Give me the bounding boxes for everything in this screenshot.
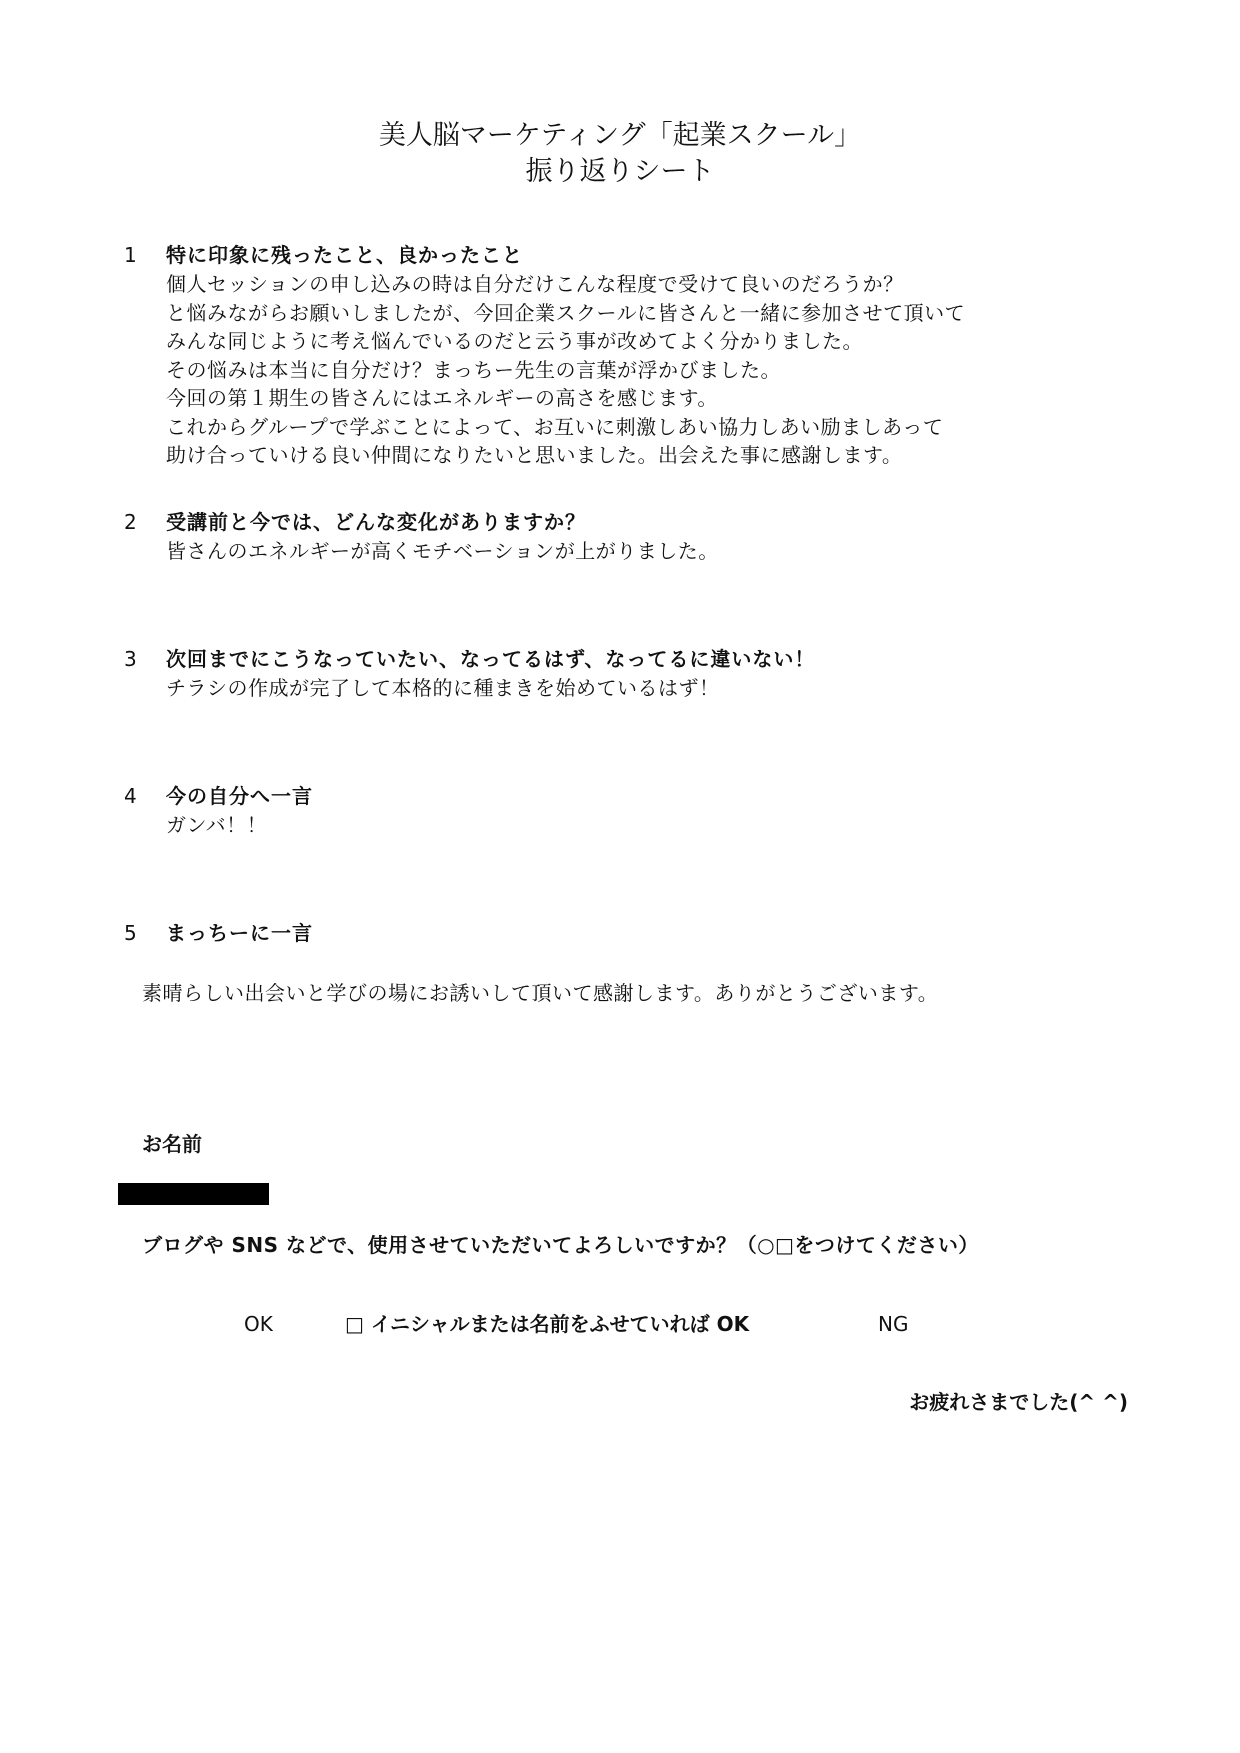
question-5-number: 5 xyxy=(124,921,137,945)
consent-question: ブログや SNS などで、使用させていただいてよろしいですか？（○□をつけてください） xyxy=(142,1233,979,1257)
answer-line: 素晴らしい出会いと学びの場にお誘いして頂いて感謝します。ありがとうございます。 xyxy=(142,981,939,1005)
consent-option-ok[interactable]: OK xyxy=(244,1312,273,1336)
question-3-answer xyxy=(166,674,720,703)
question-2-answer xyxy=(166,537,719,566)
question-5-label: まっちーに一言 xyxy=(166,921,313,945)
redacted-name-bar xyxy=(118,1183,269,1205)
answer-line: これからグループで学ぶことによって、お互いに刺激しあい協力しあい励ましあって xyxy=(166,414,944,439)
answer-line: 個人セッションの申し込みの時は自分だけこんな程度で受けて良いのだろうか？ xyxy=(166,272,904,296)
answer-line: その悩みは本当に自分だけ？まっちー先生の言葉が浮かびました。 xyxy=(166,357,781,382)
question-2-number: 2 xyxy=(124,510,137,534)
answer-line: ガンバ！！ xyxy=(166,813,268,837)
answer-line: 助け合っていける良い仲間になりたいと思いました。出会えた事に感謝します。 xyxy=(166,443,903,467)
question-1-answer xyxy=(166,270,965,470)
answer-line: 皆さんのエネルギーが高くモチベーションが上がりました。 xyxy=(166,539,719,563)
question-3-number: 3 xyxy=(124,647,137,671)
consent-option-initial[interactable]: □ イニシャルまたは名前をふせていれば OK xyxy=(345,1312,750,1336)
answer-line: みんな同じように考え悩んでいるのだと云う事が改めてよく分かりました。 xyxy=(166,329,863,353)
question-4-number: 4 xyxy=(124,784,137,808)
answer-line: チラシの作成が完了して本格的に種まきを始めているはず！ xyxy=(166,676,720,700)
document-subtitle: 振り返りシート xyxy=(525,156,715,187)
closing-message: お疲れさまでした(^ ^) xyxy=(909,1390,1128,1414)
consent-option-ng[interactable]: NG xyxy=(878,1312,909,1336)
question-2-label: 受講前と今では、どんな変化がありますか？ xyxy=(166,510,586,534)
answer-line: 今回の第１期生の皆さんにはエネルギーの高さを感じます。 xyxy=(166,386,718,410)
question-4-answer xyxy=(166,811,267,840)
question-5-answer xyxy=(142,979,938,1007)
document-title: 美人脳マーケティング「起業スクール」 xyxy=(378,120,862,151)
answer-line: と悩みながらお願いしましたが、今回企業スクールに皆さんと一緒に参加させて頂いて xyxy=(166,300,966,325)
question-3-label: 次回までにこうなっていたい、なってるはず、なってるに違いない！ xyxy=(166,647,816,671)
question-1-number: 1 xyxy=(124,243,137,267)
name-label: お名前 xyxy=(142,1132,202,1156)
question-1-label: 特に印象に残ったこと、良かったこと xyxy=(166,243,523,267)
question-4-label: 今の自分へ一言 xyxy=(166,784,313,808)
